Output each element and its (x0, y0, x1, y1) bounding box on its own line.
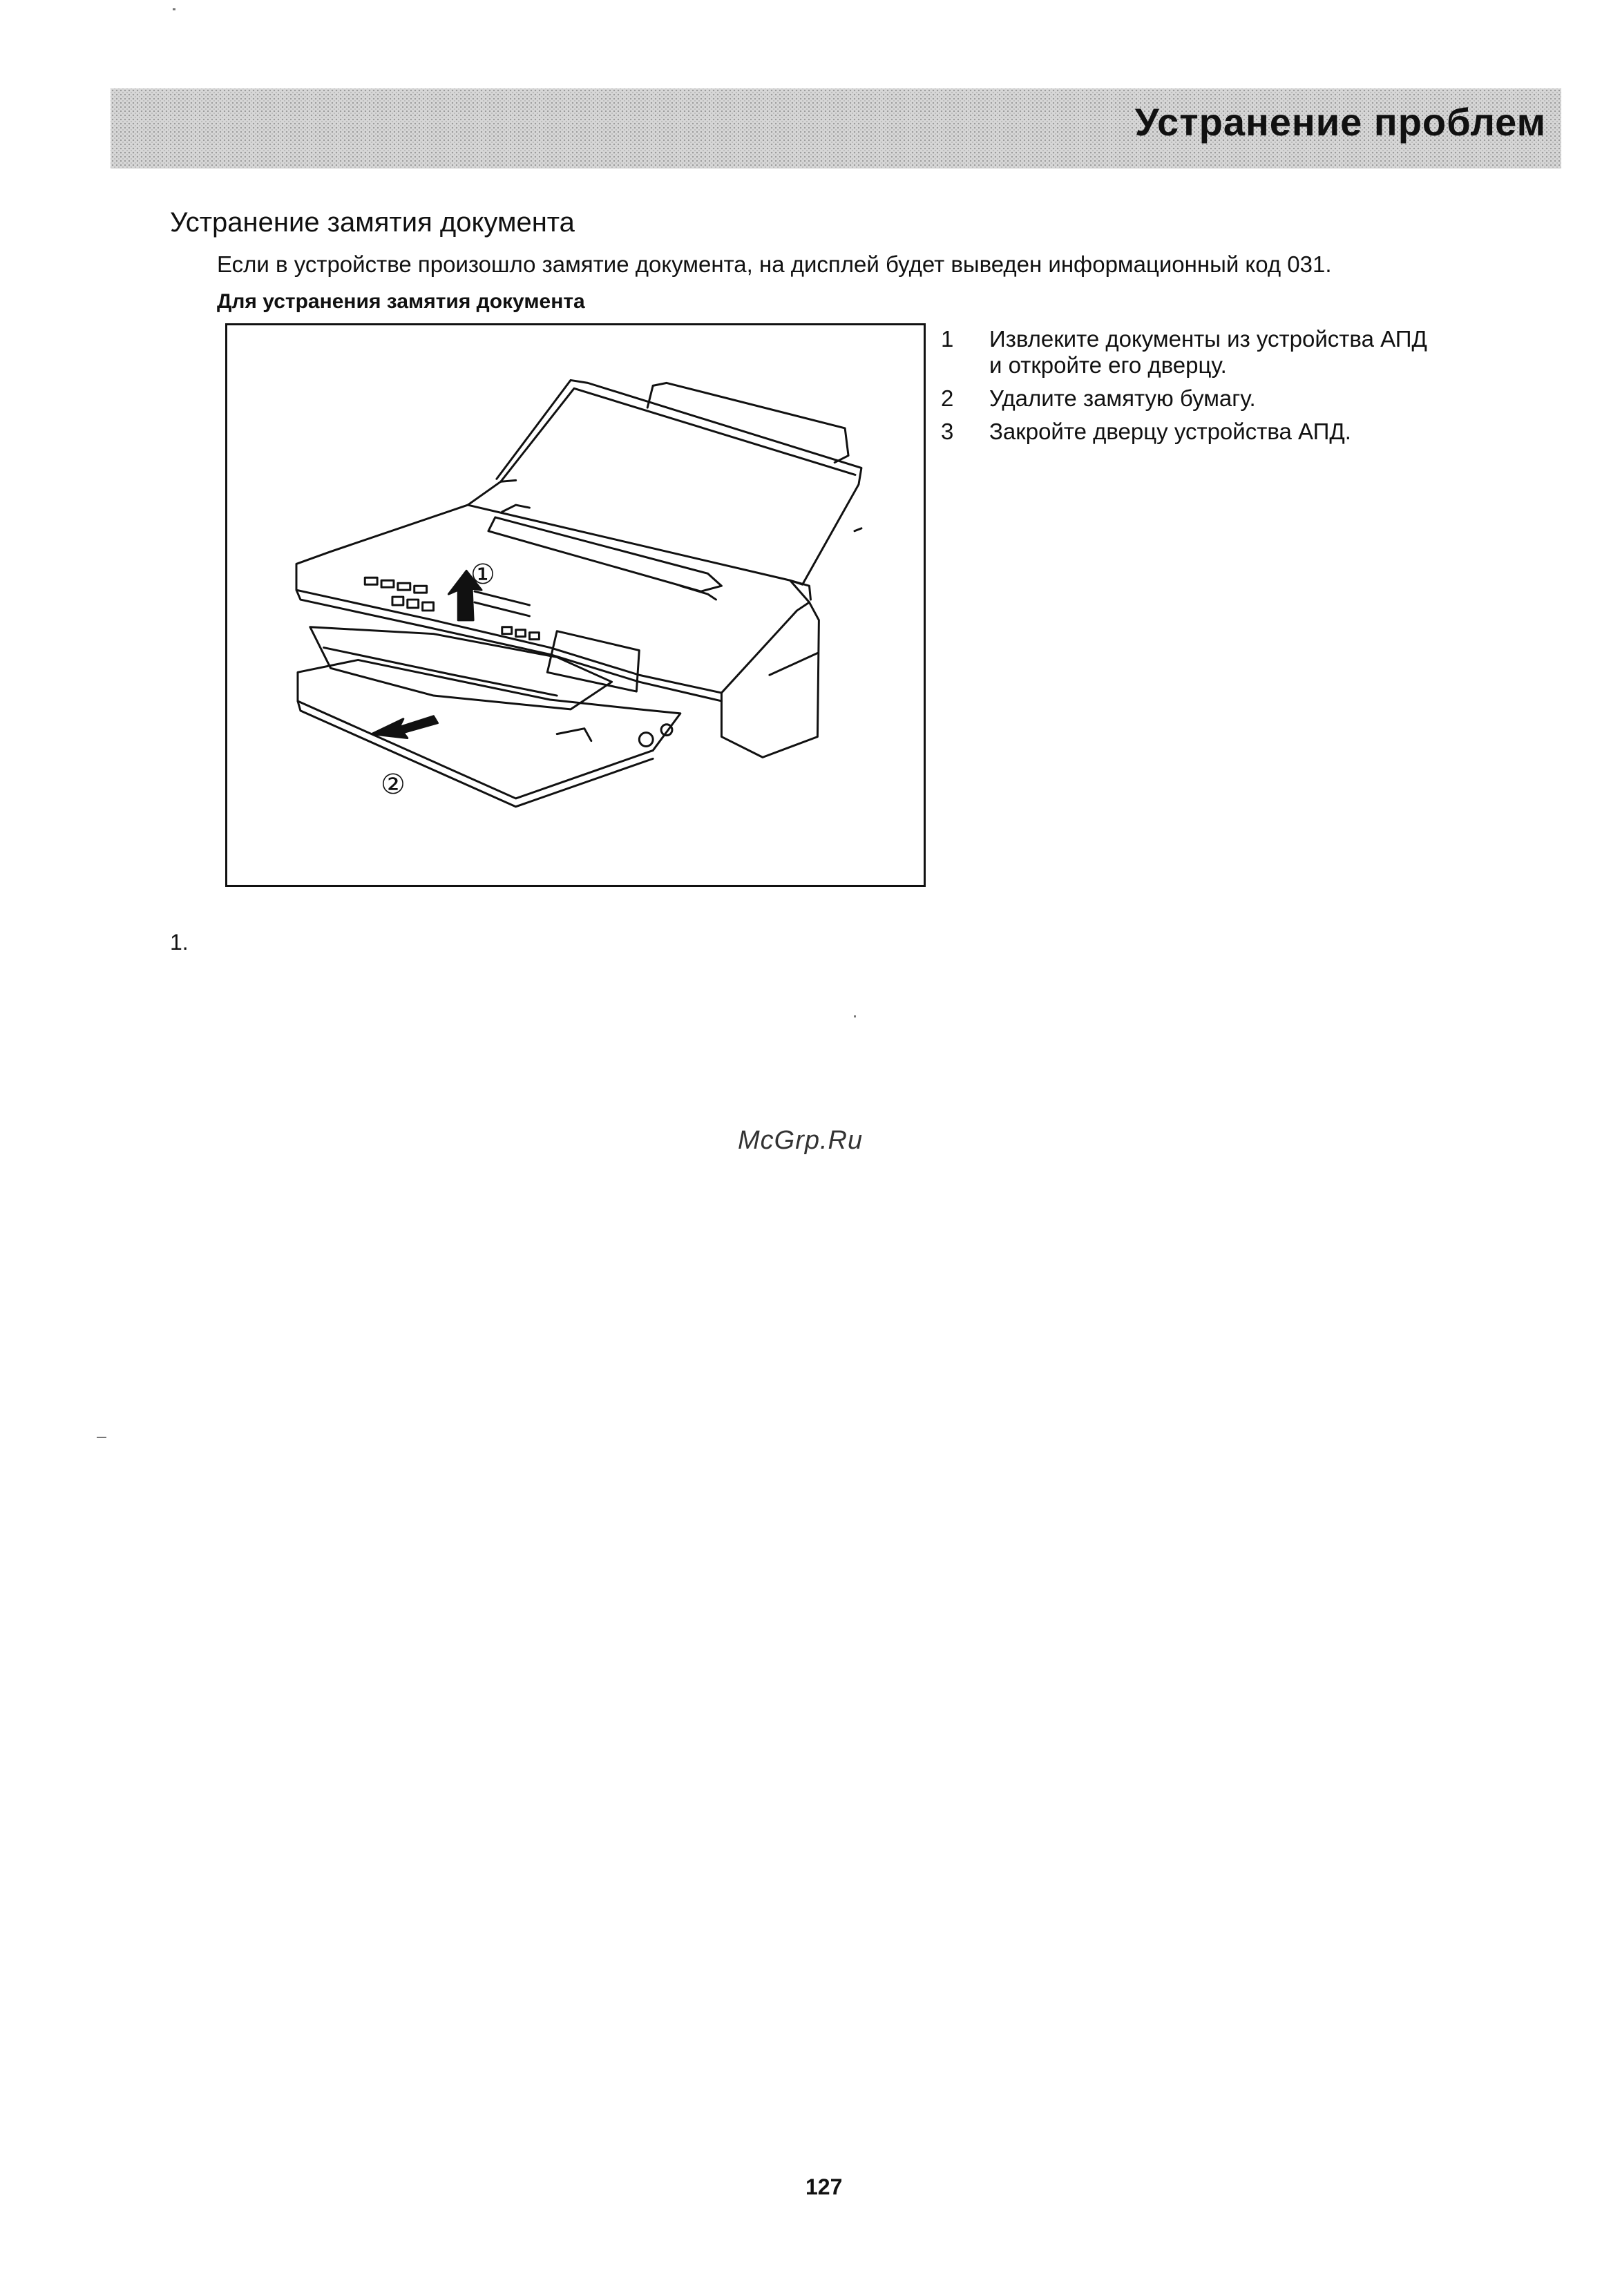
arrow-left-icon (372, 716, 437, 738)
instruction-step (941, 385, 1535, 412)
control-key (414, 586, 427, 593)
step-text: Извлеките документы из устройства АПД и откройте его дверцу. (989, 326, 1427, 378)
control-key (365, 577, 377, 584)
fax-machine-illustration (227, 325, 924, 885)
feed-throat (488, 517, 722, 591)
control-key (516, 630, 526, 637)
page-header-band (111, 88, 1561, 169)
step-text: Закройте дверцу устройства АПД. (989, 419, 1351, 444)
page-number: 127 (806, 2174, 843, 2199)
callout-1: ① (470, 559, 495, 591)
control-key (398, 583, 410, 590)
body-side-line (770, 653, 817, 675)
output-tray-edge (298, 701, 653, 807)
body-right-side (721, 602, 819, 757)
front-edge (296, 590, 721, 701)
front-knob (639, 733, 653, 747)
procedure-subtitle: Для устранения замятия документа (217, 290, 585, 313)
front-knob (661, 725, 672, 736)
watermark: McGrp.Ru (738, 1126, 864, 1155)
margin-mark (855, 528, 861, 531)
scan-speck (854, 1015, 856, 1017)
page-header-title: Устранение проблем (1134, 100, 1546, 144)
step-number: 3 (941, 419, 954, 444)
document-support-edge (647, 385, 653, 408)
control-key (423, 602, 434, 611)
instruction-steps (941, 326, 1535, 452)
step-text: Удалите замятую бумагу. (989, 385, 1256, 411)
step-number: 2 (941, 385, 954, 411)
control-key (408, 600, 419, 608)
jammed-paper-fold (324, 648, 557, 696)
roller-left (502, 505, 530, 512)
footnote: 1. (170, 930, 189, 955)
scan-speck (173, 8, 175, 10)
key-rows (475, 591, 529, 616)
jammed-paper (310, 627, 612, 709)
intro-text: Если в устройстве произошло замятие документа, на дисплей будет выведен информационный код 031. (217, 251, 1332, 277)
callout-2: ② (381, 769, 406, 801)
paper-guide (557, 729, 591, 741)
step-number: 1 (941, 326, 954, 352)
hinge-left (468, 480, 515, 505)
control-key (529, 633, 539, 640)
section-title: Устранение замятия документа (170, 207, 575, 238)
control-key (502, 627, 512, 634)
fax-illustration-frame (225, 323, 926, 887)
control-key (392, 597, 403, 605)
instruction-step (941, 326, 1535, 379)
control-key (381, 580, 394, 587)
scan-speck (97, 1437, 106, 1438)
output-tray (298, 660, 680, 798)
instruction-step (941, 419, 1535, 445)
